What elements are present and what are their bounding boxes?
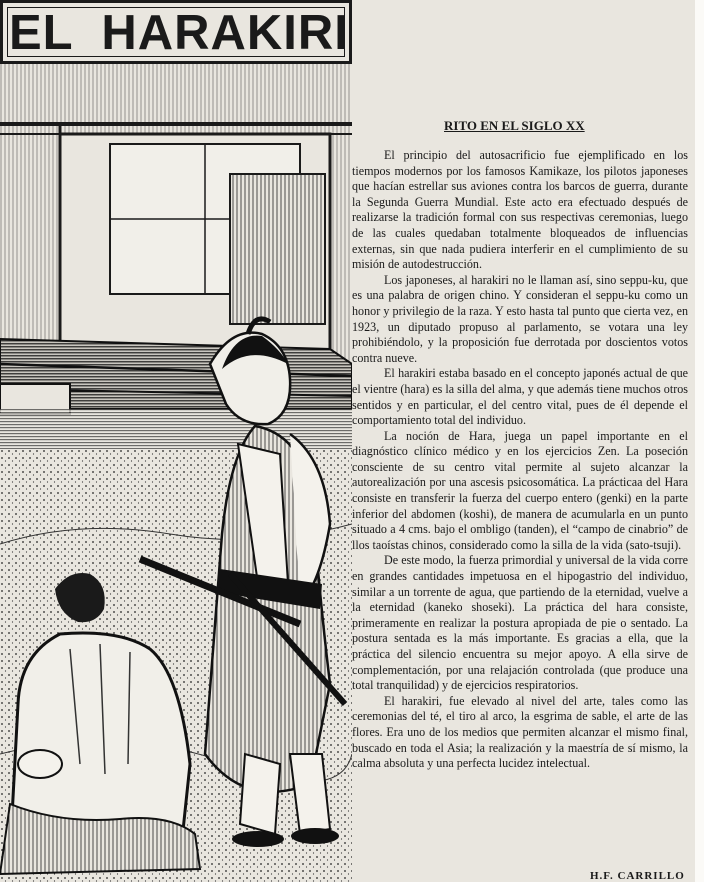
title-box bbox=[0, 0, 352, 64]
page-edge bbox=[695, 0, 704, 882]
paragraph: De este modo, la fuerza primordial y universal de la vida corre en grandes cantidades impetuosa en el hipogastrio del individuo, similar a un torrente de agua, que partiendo de la eternidad, vuelve a la eternidad (kaneko shoseki). La práctica del hara consiste, primeramente en realizar la postura apropiada de pie o sentado. La postura sentada es la más importante. Es gracias a ella, que la práctica del silencio encuentra su mejor apoyo. A ella sirve de complementación, por una relajación controlada (que produce una total tranquilidad) y de ejercicios respiratorios. bbox=[352, 553, 688, 693]
author-signature: H.F. CARRILLO bbox=[590, 870, 685, 882]
paragraph: Los japoneses, al harakiri no le llaman así, sino seppu-ku, que es una palabra de origen chino. Y consideran el seppu-ku como un honor y privilegio de la raza. Y esto hasta tal punto que cierta vez, en 1923, un diputado propuso al parlamento, se votara una ley prohibiéndolo, y la proposición fue derrotada por doscientos votos contra nueve. bbox=[352, 272, 688, 365]
article-body bbox=[352, 148, 688, 772]
paragraph: El principio del autosacrificio fue ejemplificado en los tiempos modernos por los famosos Kamikaze, los pilotos japoneses que hacían estrellar sus aviones contra los barcos de guerra, durante la Segunda Guerra Mundial. Este acto era efectuado después de realizarse la tradición formal con sus respectivas ceremonias, luego de las cuales quedaban totalmente bloqueados de influencias externas, sin que nada pudiera interferir en el cumplimiento de su misión de autodestrucción. bbox=[352, 148, 688, 272]
paragraph: El harakiri estaba basado en el concepto japonés actual de que el vientre (hara) es la silla del alma, y que además tiene muchos otros sentidos y en particular, el del centro vital, pues de él depende el comportamiento total del individuo. bbox=[352, 366, 688, 428]
samurai-illustration bbox=[0, 64, 352, 882]
veranda-platform bbox=[0, 339, 352, 449]
article-subtitle: RITO EN EL SIGLO XX bbox=[444, 118, 585, 133]
paragraph: La noción de Hara, juega un papel importante en el diagnóstico clínico médico y en los ejercicios Zen. La poseción consciente de su centro vital permite al sujeto alcanzar la autorealización por una ascesis psicosomática. La prácticaa del Hara consiste en transferir la fuerza del cuerpo entero (genki) en la parte inferior del abdomen (koshi), de manera de acumularla en un punto situado a 4 cms. bajo el ombligo (tanden), el “campo de cinabrio” de llos taoístas chinos, considerado como la silla de la vida (sato-tsuji). bbox=[352, 428, 688, 552]
paragraph: El harakiri, fue elevado al nivel del arte, tales como las ceremonias del té, el tiro al arco, la esgrima de sable, el arte de las flores. Era uno de los medios que permiten alcanzar el mismo final, buscado en toda el Asia; la realización y la maestría de sí mismo, la calma absoluta y una perfecta lucidez intelectual. bbox=[352, 693, 688, 771]
article-title: EL HARAKIRI bbox=[9, 6, 349, 60]
